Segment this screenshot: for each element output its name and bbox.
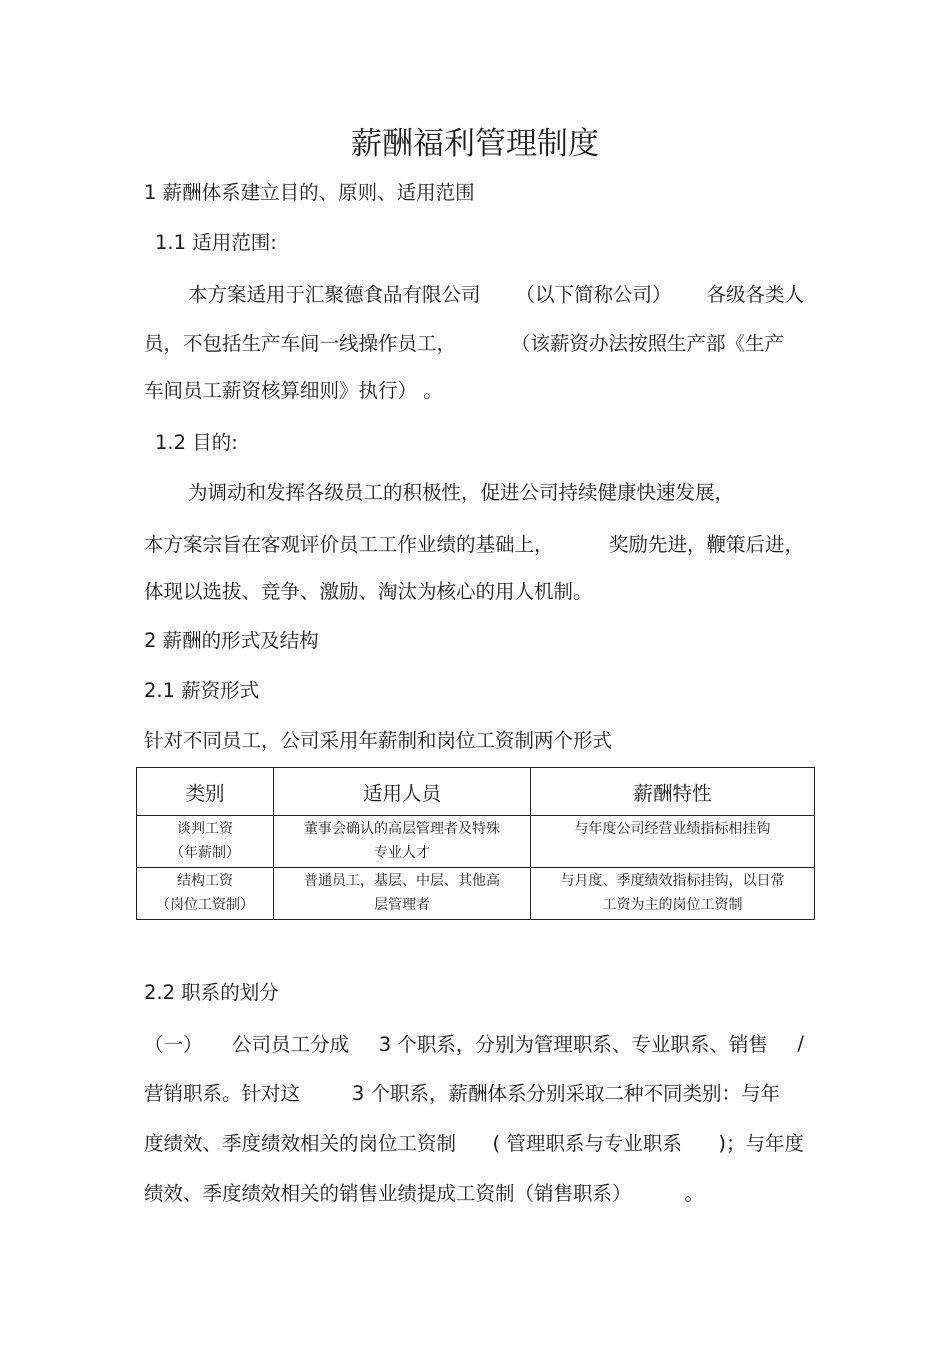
table-header-cell: 薪酬特性 bbox=[531, 768, 815, 816]
table-header-cell: 类别 bbox=[137, 768, 274, 816]
cell-line: （年薪制） bbox=[170, 845, 240, 861]
cell-line: 工资为主的岗位工资制 bbox=[602, 897, 743, 913]
text-segment: ( 管理职系与专业职系 bbox=[492, 1132, 682, 1155]
table-cell-people bbox=[274, 868, 531, 920]
section-1-1-paragraph-line-2 bbox=[144, 327, 784, 357]
table-cell-type bbox=[137, 868, 274, 920]
table-cell-people bbox=[274, 816, 531, 868]
cell-line: 结构工资 bbox=[177, 873, 233, 889]
table-cell-feature bbox=[531, 816, 815, 868]
section-2-1-intro: 针对不同员工，公司采用年薪制和岗位工资制两个形式 bbox=[144, 729, 613, 752]
section-1-2-paragraph-line-3: 体现以选拔、竞争、激励、淘汰为核心的用人机制。 bbox=[144, 580, 593, 603]
text-segment: 绩效、季度绩效相关的销售业绩提成工资制（销售职系） bbox=[144, 1182, 632, 1205]
table-row bbox=[137, 868, 815, 920]
section-1-1-paragraph-line-3: 车间员工薪资核算细则》执行） 。 bbox=[144, 379, 443, 402]
text-segment: 员，不包括生产车间一线操作员工， bbox=[144, 332, 457, 355]
text-segment: )；与年度 bbox=[718, 1132, 804, 1155]
text-segment: （该薪资办法按照生产部《生产 bbox=[510, 332, 784, 355]
section-2-2-paragraph-line-1 bbox=[144, 1028, 804, 1058]
text-segment: 营销职系。针对这 bbox=[144, 1082, 301, 1105]
section-1-1-paragraph-line-1 bbox=[188, 278, 804, 308]
table-cell-feature bbox=[531, 868, 815, 920]
text-segment: 公司员工分成 bbox=[232, 1033, 350, 1056]
cell-line: 与月度、季度绩效指标挂钩，以日常 bbox=[560, 873, 785, 889]
text-segment: 度绩效、季度绩效相关的岗位工资制 bbox=[144, 1132, 457, 1155]
text-segment: （以下简称公司） bbox=[515, 283, 672, 306]
text-segment: 各级各类人 bbox=[706, 283, 804, 306]
section-2-2-paragraph-line-2 bbox=[144, 1077, 780, 1107]
cell-line: 普通员工，基层、中层、其他高 bbox=[304, 873, 500, 889]
text-segment: （一） bbox=[144, 1033, 203, 1056]
text-segment: / bbox=[797, 1031, 804, 1055]
section-2-2-paragraph-line-3 bbox=[144, 1127, 804, 1157]
cell-line: （岗位工资制） bbox=[156, 897, 254, 913]
section-2-1-heading: 2.1 薪资形式 bbox=[144, 679, 260, 702]
section-2-heading: 2 薪酬的形式及结构 bbox=[144, 629, 319, 652]
text-segment: 3 个职系，分别为管理职系、专业职系、销售 bbox=[378, 1033, 768, 1056]
section-1-1-heading: 1.1 适用范围: bbox=[155, 231, 277, 254]
section-1-2-heading: 1.2 目的: bbox=[155, 431, 238, 454]
document-title: 薪酬福利管理制度 bbox=[351, 126, 599, 162]
table-header-row bbox=[137, 768, 815, 816]
text-segment: 3 个职系，薪酬体系分别采取二种不同类别：与年 bbox=[351, 1082, 780, 1105]
cell-line: 层管理者 bbox=[374, 897, 430, 913]
section-1-2-paragraph-line-1: 为调动和发挥各级员工的积极性，促进公司持续健康快速发展， bbox=[188, 481, 735, 504]
cell-line: 董事会确认的高层管理者及特殊 bbox=[304, 821, 500, 837]
table-row bbox=[137, 816, 815, 868]
table-cell-type bbox=[137, 816, 274, 868]
section-1-2-paragraph-line-2 bbox=[144, 528, 804, 558]
text-segment: 奖励先进，鞭策后进， bbox=[608, 533, 804, 556]
text-segment: 本方案宗旨在客观评价员工工作业绩的基础上， bbox=[144, 533, 554, 556]
salary-form-table bbox=[136, 767, 815, 920]
section-1-heading: 1 薪酬体系建立目的、原则、适用范围 bbox=[144, 181, 475, 204]
section-2-2-heading: 2.2 职系的划分 bbox=[144, 981, 279, 1004]
text-segment: 本方案适用于汇聚德食品有限公司 bbox=[188, 283, 481, 306]
table-header-cell: 适用人员 bbox=[274, 768, 531, 816]
cell-line: 谈判工资 bbox=[177, 821, 233, 837]
cell-line: 与年度公司经营业绩指标相挂钩 bbox=[574, 821, 771, 837]
cell-line: 专业人才 bbox=[374, 845, 430, 861]
section-2-2-paragraph-line-4 bbox=[144, 1177, 704, 1207]
text-segment: 。 bbox=[684, 1182, 704, 1205]
